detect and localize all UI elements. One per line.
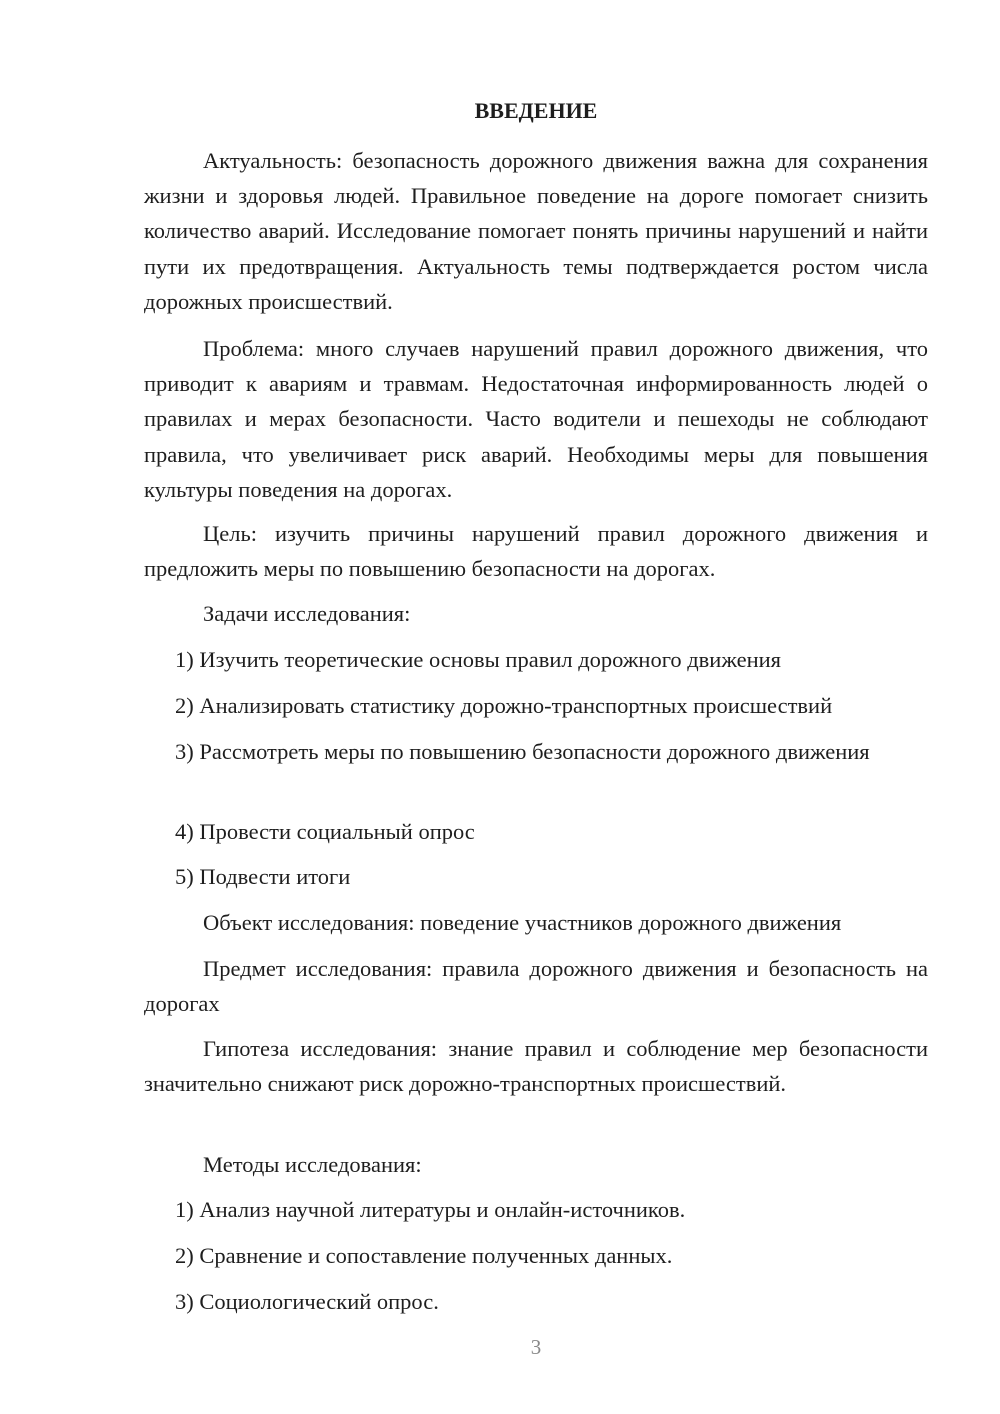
- task-item: 1) Изучить теоретические основы правил дорожного движения: [175, 647, 782, 672]
- method-item: 3) Социологический опрос.: [175, 1289, 439, 1314]
- task-item: 3) Рассмотреть меры по повышению безопасности дорожного движения: [175, 739, 870, 764]
- task-item: 2) Анализировать статистику дорожно-транспортных происшествий: [175, 693, 833, 718]
- tasks-heading: Задачи исследования:: [203, 601, 411, 626]
- subject-paragraph: Предмет исследования: правила дорожного движения и безопасность на дорогах: [144, 956, 928, 1017]
- page-title: ВВЕДЕНИЕ: [474, 98, 598, 123]
- problem-paragraph: Проблема: много случаев нарушений правил дорожного движения, что приводит к авариям и травмам. Недостаточная информированность людей о правилах и мерах безопасности. Часто водители и пешеходы не соблюдают правила, что увеличивает риск аварий. Необходимы меры для повышения культуры поведения на дорогах.: [144, 336, 928, 502]
- hypothesis-paragraph: Гипотеза исследования: знание правил и соблюдение мер безопасности значительно снижают риск дорожно-транспортных происшествий.: [144, 1036, 928, 1097]
- document-page: [144, 0, 928, 1414]
- methods-heading: Методы исследования:: [203, 1152, 422, 1177]
- method-item: 1) Анализ научной литературы и онлайн-источников.: [175, 1197, 686, 1222]
- object-paragraph: Объект исследования: поведение участников дорожного движения: [203, 910, 842, 935]
- page-number: 3: [530, 1335, 542, 1359]
- goal-paragraph: Цель: изучить причины нарушений правил дорожного движения и предложить меры по повышению безопасности на дорогах.: [144, 521, 928, 582]
- relevance-paragraph: Актуальность: безопасность дорожного движения важна для сохранения жизни и здоровья людей. Правильное поведение на дороге помогает снизить количество аварий. Исследование помогает понять причины нарушений и найти пути их предотвращения. Актуальность темы подтверждается ростом числа дорожных происшествий.: [144, 148, 928, 314]
- task-item: 5) Подвести итоги: [175, 864, 351, 889]
- task-item: 4) Провести социальный опрос: [175, 819, 475, 844]
- method-item: 2) Сравнение и сопоставление полученных данных.: [175, 1243, 673, 1268]
